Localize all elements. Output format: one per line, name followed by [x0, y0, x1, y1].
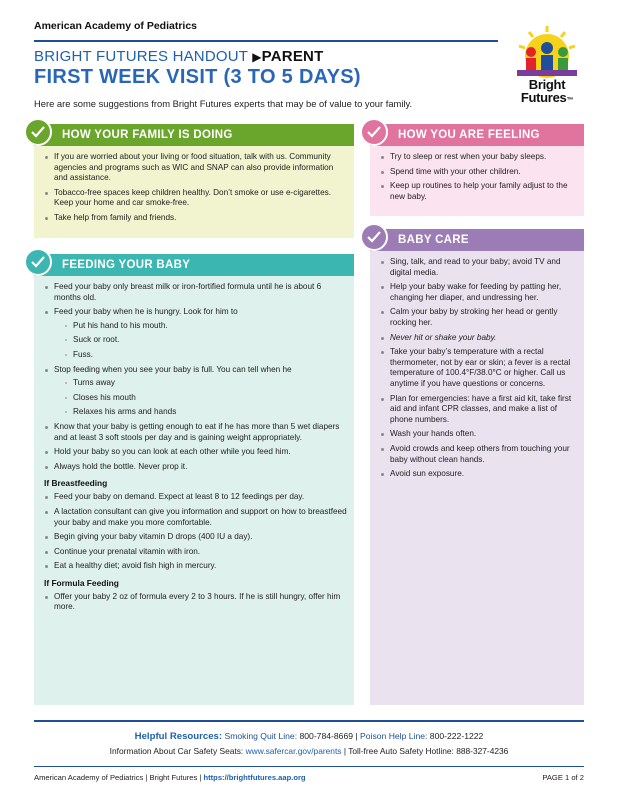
list-item: Plan for emergencies: have a first aid kit, take first aid and infant CPR classes, and make a list of phone numbers.	[380, 394, 578, 426]
list-item: Relaxes his arms and hands	[64, 407, 348, 418]
family-list	[44, 152, 348, 224]
list-item: Help your baby wake for feeding by patting her, changing her diaper, and undressing her.	[380, 282, 578, 303]
website-link[interactable]: https://brightfutures.aap.org	[203, 773, 306, 782]
care-header: BABY CARE	[370, 229, 584, 251]
family-body	[44, 152, 348, 228]
resources-line-2: Information About Car Safety Seats: www.safercar.gov/parents | Toll-free Auto Safety Hotline: 888-327-4236	[109, 746, 509, 756]
care-body	[380, 257, 578, 484]
footer-rule	[34, 720, 584, 722]
list-item: If you are worried about your living or food situation, talk with us. Community agencies and programs such as WIC and SNAP can also provide information and assistance.	[44, 152, 348, 184]
list-item: Offer your baby 2 oz of formula every 2 to 3 hours. If he is still hungry, offer him more.	[44, 592, 348, 613]
feeding-body	[44, 282, 348, 617]
breastfeeding-list	[44, 492, 348, 572]
list-item: Wash your hands often.	[380, 429, 578, 440]
list-item: Avoid crowds and keep others from touching your baby without clean hands.	[380, 444, 578, 465]
feeding-list	[44, 282, 348, 472]
list-item: Spend time with your other children.	[380, 167, 578, 178]
list-item: Turns away	[64, 378, 348, 389]
full-signs-list	[54, 378, 348, 418]
car-safety-link[interactable]: www.safercar.gov/parents	[245, 746, 342, 756]
formula-list	[44, 592, 348, 613]
list-item: Never hit or shake your baby.	[380, 333, 578, 344]
list-item: Try to sleep or rest when your baby sleeps.	[380, 152, 578, 163]
list-item: Eat a healthy diet; avoid fish high in mercury.	[44, 561, 348, 572]
check-icon	[24, 248, 52, 276]
breastfeeding-heading: If Breastfeeding	[44, 478, 108, 489]
feeling-body	[380, 152, 578, 206]
list-item: Feed your baby when he is hungry. Look for him to Put his hand to his mouth. Suck or root. Fuss.	[44, 307, 348, 360]
check-icon	[24, 118, 52, 146]
feeling-panel	[370, 124, 584, 216]
care-list	[380, 257, 578, 480]
list-item: Feed your baby on demand. Expect at least 8 to 12 feedings per day.	[44, 492, 348, 503]
list-item: Know that your baby is getting enough to eat if he has more than 5 wet diapers and at least 3 soft stools per day and is gaining weight appropriately.	[44, 422, 348, 443]
footer-left: American Academy of Pediatrics | Bright Futures | https://brightfutures.aap.org	[34, 773, 306, 782]
feeling-list	[380, 152, 578, 202]
audience-label: PARENT	[261, 48, 324, 65]
list-item: Keep up routines to help your family adjust to the new baby.	[380, 181, 578, 202]
feeding-panel	[34, 254, 354, 705]
check-icon	[360, 118, 388, 146]
feeding-header: FEEDING YOUR BABY	[34, 254, 354, 276]
list-item: Take help from family and friends.	[44, 213, 348, 224]
list-item: A lactation consultant can give you information and support on how to breastfeed your baby and make you more comfortable.	[44, 507, 348, 528]
list-item: Fuss.	[64, 350, 348, 361]
org-name: American Academy of Pediatrics	[34, 20, 198, 32]
bottom-rule	[34, 766, 584, 767]
page-title: FIRST WEEK VISIT (3 TO 5 DAYS)	[34, 66, 361, 88]
list-item: Tobacco-free spaces keep children healthy. Don’t smoke or use e-cigarettes. Keep your home and car smoke-free.	[44, 188, 348, 209]
feeling-header: HOW YOU ARE FEELING	[370, 124, 584, 146]
list-item: Put his hand to his mouth.	[64, 321, 348, 332]
page-number: PAGE 1 of 2	[542, 773, 584, 782]
list-item: Stop feeding when you see your baby is full. You can tell when he Turns away Closes his mouth Relaxes his arms and hands	[44, 365, 348, 418]
list-item: Sing, talk, and read to your baby; avoid TV and digital media.	[380, 257, 578, 278]
handout-label	[34, 48, 323, 65]
logo-text: Bright Futures™	[520, 77, 574, 105]
list-item: Continue your prenatal vitamin with iron.	[44, 547, 348, 558]
handout-type: BRIGHT FUTURES HANDOUT	[34, 48, 248, 65]
care-panel	[370, 229, 584, 705]
list-item: Calm your baby by stroking her head or gently rocking her.	[380, 307, 578, 328]
list-item: Closes his mouth	[64, 393, 348, 404]
check-icon	[360, 223, 388, 251]
list-item: Hold your baby so you can look at each other while you feed him.	[44, 447, 348, 458]
resources-line-1: Helpful Resources: Smoking Quit Line: 800-784-8669 | Poison Help Line: 800-222-1222	[134, 731, 484, 742]
intro-text: Here are some suggestions from Bright Futures experts that may be of value to your family.	[34, 98, 413, 109]
list-item: Take your baby’s temperature with a rectal thermometer, not by ear or skin; a fever is a rectal temperature of 100.4°F/38.0°C or higher. Call us anytime if you have questions or concerns.	[380, 347, 578, 389]
hungry-signs-list	[54, 321, 348, 361]
family-panel	[34, 124, 354, 238]
list-item: Avoid sun exposure.	[380, 469, 578, 480]
list-item: Begin giving your baby vitamin D drops (400 IU a day).	[44, 532, 348, 543]
list-item: Suck or root.	[64, 335, 348, 346]
list-item: Always hold the bottle. Never prop it.	[44, 462, 348, 473]
header-rule	[34, 40, 498, 42]
family-header: HOW YOUR FAMILY IS DOING	[34, 124, 354, 146]
arrow-icon: ▶	[252, 50, 262, 64]
list-item: Feed your baby only breast milk or iron-fortified formula until he is about 6 months old.	[44, 282, 348, 303]
formula-heading: If Formula Feeding	[44, 577, 119, 588]
